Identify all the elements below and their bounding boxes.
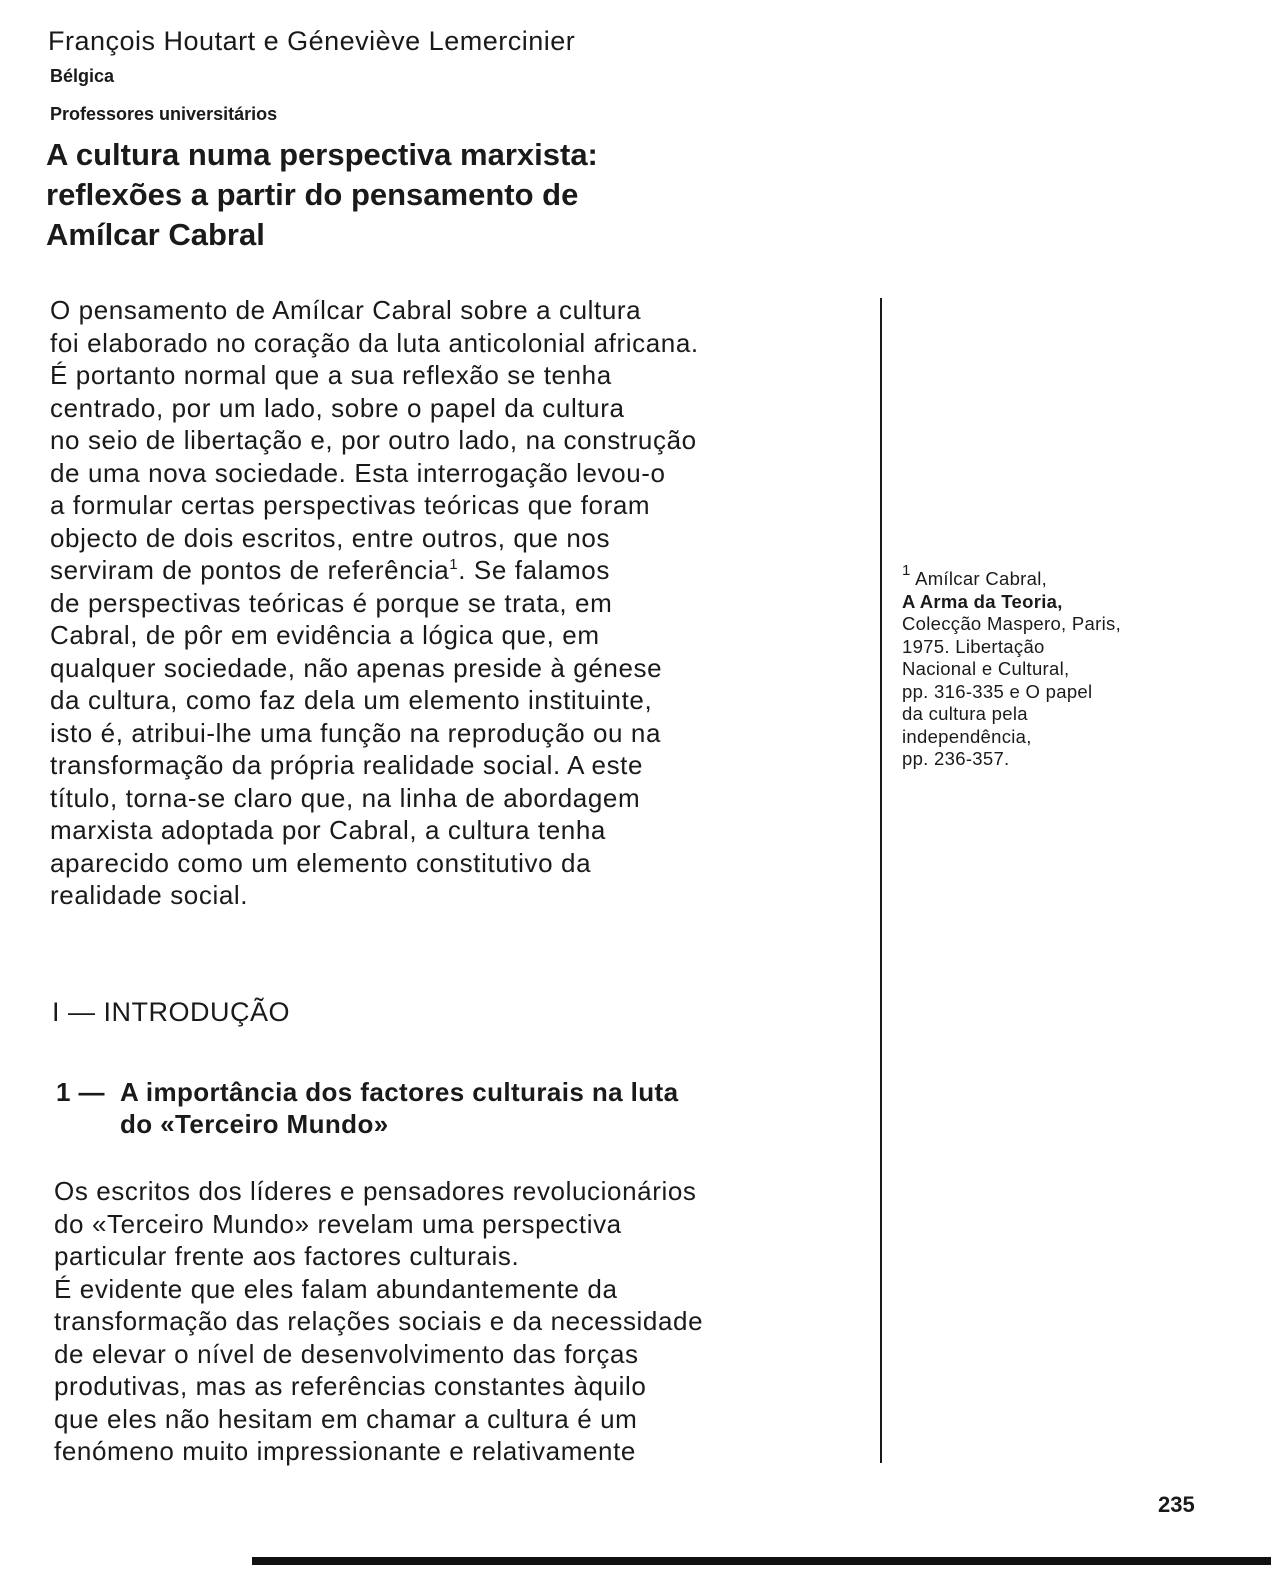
section-heading: I — INTRODUÇÃO — [52, 997, 291, 1027]
text-line: O pensamento de Amílcar Cabral sobre a cultura — [50, 295, 642, 325]
article-title-line: reflexões a partir do pensamento de — [46, 177, 579, 212]
footnote-line — [902, 562, 1121, 591]
body-paragraph — [54, 1175, 703, 1468]
text-line: do «Terceiro Mundo» revelam uma perspectiva — [54, 1208, 622, 1239]
subsection-heading — [56, 1076, 678, 1140]
text-line: a formular certas perspectivas teóricas que foram — [50, 490, 651, 520]
footnote — [902, 562, 1122, 771]
footnote-line: Colecção Maspero, Paris, — [902, 613, 1122, 634]
author-profession: Professores universitários — [50, 104, 278, 124]
text-line: É portanto normal que a sua reflexão se tenha — [50, 360, 612, 390]
article-title-line: A cultura numa perspectiva marxista: — [46, 137, 598, 172]
text-line: fenómeno muito impressionante e relativamente — [54, 1436, 636, 1466]
text-line: qualquer sociedade, não apenas preside à génese — [50, 652, 663, 683]
text-line: da cultura, como faz dela um elemento instituinte, — [50, 685, 653, 715]
text-line: Os escritos dos líderes e pensadores revolucionários — [54, 1176, 697, 1206]
text-line: transformação das relações sociais e da necessidade — [54, 1306, 704, 1336]
footnote-line: da cultura pela — [902, 703, 1028, 724]
text-line: isto é, atribui-lhe uma função na reprodução ou na — [50, 717, 662, 748]
subsection-title-line: A importância dos factores culturais na luta — [120, 1077, 679, 1107]
scan-edge-bar — [252, 1557, 1271, 1565]
margin-divider — [880, 298, 882, 1463]
author-country: Bélgica — [50, 66, 115, 86]
article-title — [46, 135, 766, 255]
text-line: título, torna-se claro que, na linha de abordagem — [50, 782, 641, 813]
intro-paragraph — [50, 294, 699, 912]
text-line: centrado, por um lado, sobre o papel da cultura — [50, 392, 625, 423]
subsection-number: 1 — — [56, 1077, 105, 1107]
footnote-line: pp. 236-357. — [902, 748, 1010, 769]
text-line: realidade social. — [50, 880, 249, 910]
subsection-title-line: do «Terceiro Mundo» — [120, 1109, 389, 1139]
authors: François Houtart e Géneviève Lemercinier — [48, 26, 576, 56]
text-line: de elevar o nível de desenvolvimento das forças — [54, 1338, 639, 1369]
footnote-book-title: A Arma da Teoria, — [902, 590, 1063, 612]
footnote-line: pp. 316-335 e O papel — [902, 680, 1093, 702]
text-line: transformação da própria realidade social. A este — [50, 750, 644, 780]
text-line: de uma nova sociedade. Esta interrogação levou-o — [50, 457, 666, 488]
text-line: de perspectivas teóricas é porque se trata, em — [50, 587, 613, 618]
text-line: objecto de dois escritos, entre outros, que nos — [50, 522, 611, 553]
text-line: marxista adoptada por Cabral, a cultura tenha — [50, 815, 606, 845]
article-title-line: Amílcar Cabral — [46, 217, 265, 252]
text-segment: . Se falamos — [458, 555, 610, 585]
text-line: foi elaborado no coração da luta anticolonial africana. — [50, 327, 699, 358]
footnote-line: 1975. Libertação — [902, 635, 1045, 657]
footnote-line: Nacional e Cultural, — [902, 658, 1070, 679]
text-line: Cabral, de pôr em evidência a lógica que, em — [50, 620, 600, 650]
page-number: 235 — [1158, 1492, 1195, 1517]
footnote-line: independência, — [902, 725, 1032, 747]
text-line: no seio de libertação e, por outro lado, na construção — [50, 425, 697, 455]
text-line: que eles não hesitam em chamar a cultura é um — [54, 1403, 638, 1434]
text-line: produtivas, mas as referências constantes àquilo — [54, 1371, 647, 1401]
text-line: particular frente aos factores culturais. — [54, 1241, 520, 1271]
text-line: É evidente que eles falam abundantemente da — [54, 1273, 618, 1304]
text-line-with-footnote-ref — [50, 554, 699, 587]
footnote-author: Amílcar Cabral, — [915, 568, 1048, 589]
footnote-mark: 1 — [902, 562, 911, 579]
footnote-reference[interactable]: 1 — [449, 556, 459, 573]
text-line: aparecido como um elemento constitutivo da — [50, 847, 592, 878]
text-segment: serviram de pontos de referência — [50, 555, 450, 585]
